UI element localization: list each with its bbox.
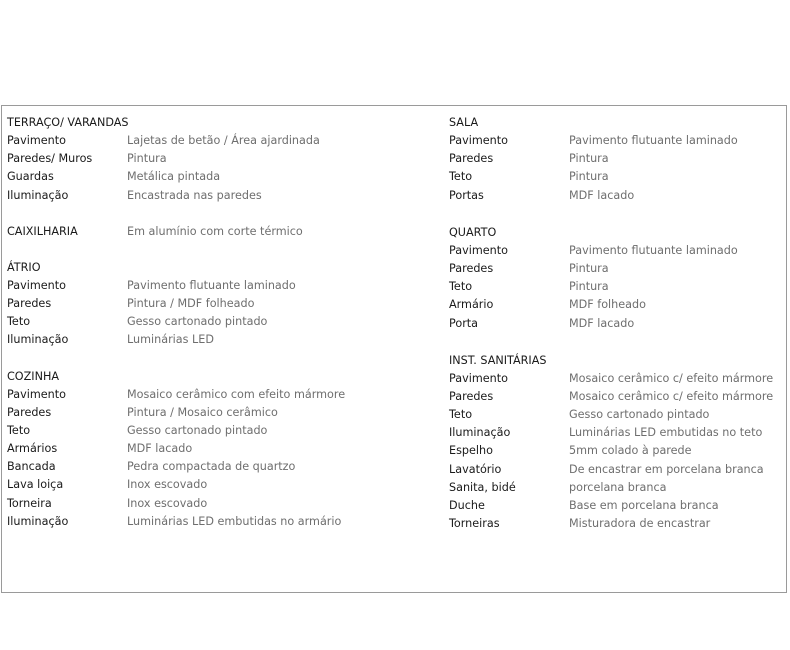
- spec-value: Mosaico cerâmico c/ efeito mármore: [569, 389, 774, 403]
- spec-row: [7, 458, 427, 476]
- spec-label: Paredes/ Muros: [7, 152, 93, 166]
- spec-value: 5mm colado à parede: [569, 444, 692, 458]
- spec-value: De encastrar em porcelana branca: [569, 462, 764, 476]
- spec-value: Lajetas de betão / Área ajardinada: [127, 134, 320, 147]
- spec-row: [449, 424, 785, 442]
- spec-label: Espelho: [449, 444, 493, 458]
- spec-label: Teto: [7, 315, 31, 329]
- spec-row: [7, 422, 427, 440]
- spec-row: [449, 260, 785, 278]
- spec-label: Paredes: [7, 296, 52, 310]
- spec-row: [449, 515, 785, 533]
- spec-value: Pedra compactada de quartzo: [127, 460, 296, 474]
- section-atrio: [7, 259, 427, 350]
- spec-label: Iluminação: [7, 188, 69, 202]
- spec-value: Pavimento flutuante laminado: [569, 134, 738, 147]
- section-title: ÁTRIO: [7, 260, 41, 274]
- spec-label: Iluminação: [449, 426, 511, 440]
- spec-row: [7, 386, 427, 404]
- spec-label: Pavimento: [7, 278, 66, 292]
- spec-label: Paredes: [449, 152, 494, 166]
- right-column: [449, 114, 785, 533]
- spec-label: Pavimento: [7, 387, 66, 401]
- spec-label: Paredes: [7, 405, 52, 419]
- spec-value: Pintura / MDF folheado: [127, 296, 255, 310]
- spec-label: Pavimento: [449, 134, 508, 147]
- section-caixilharia: [7, 223, 427, 241]
- spec-row: [7, 295, 427, 313]
- spec-value: Encastrada nas paredes: [127, 188, 262, 202]
- section-cozinha: [7, 368, 427, 532]
- spec-row: [449, 461, 785, 479]
- spec-row: [7, 331, 427, 349]
- spec-label: Pavimento: [449, 371, 508, 385]
- spec-row: [449, 479, 785, 497]
- section-title: COZINHA: [7, 369, 60, 383]
- spec-row: [449, 442, 785, 460]
- spec-label: Armários: [7, 442, 58, 456]
- spec-row: [7, 404, 427, 422]
- spec-label: Teto: [7, 423, 31, 437]
- spec-value: Pavimento flutuante laminado: [569, 243, 738, 257]
- section-terraco: [7, 114, 427, 205]
- spec-label: Lavatório: [449, 462, 502, 476]
- spec-row: [7, 495, 427, 513]
- spec-value: Em alumínio com corte térmico: [127, 224, 303, 238]
- spec-label: Iluminação: [7, 514, 69, 528]
- spec-row: [7, 150, 427, 168]
- spec-row: [449, 132, 785, 150]
- spec-label: Pavimento: [7, 134, 66, 147]
- spec-row: [449, 406, 785, 424]
- spec-label: CAIXILHARIA: [7, 224, 78, 238]
- spec-value: Pintura / Mosaico cerâmico: [127, 405, 278, 419]
- spec-value: Inox escovado: [127, 478, 208, 492]
- spec-label: Duche: [449, 499, 485, 512]
- spec-label: Torneira: [7, 496, 52, 510]
- spec-value: Misturadora de encastrar: [569, 517, 711, 531]
- spec-row: [449, 278, 785, 296]
- spec-row: [449, 187, 785, 205]
- spec-value: Mosaico cerâmico com efeito mármore: [127, 387, 346, 401]
- spec-label: Pavimento: [449, 243, 508, 257]
- spec-value: Gesso cartonado pintado: [127, 315, 268, 329]
- spec-label: Paredes: [449, 389, 494, 403]
- spec-row: [449, 296, 785, 314]
- spec-value: Pintura: [569, 280, 609, 294]
- spec-value: Inox escovado: [127, 496, 208, 510]
- section-title: QUARTO: [449, 225, 497, 239]
- spec-label: Bancada: [7, 460, 56, 474]
- spec-value: Gesso cartonado pintado: [569, 408, 710, 422]
- spec-value: Pintura: [127, 152, 167, 166]
- spec-value: Gesso cartonado pintado: [127, 423, 268, 437]
- spec-row: [449, 388, 785, 406]
- spec-label: Paredes: [449, 261, 494, 275]
- spec-label: Sanita, bidé: [449, 480, 516, 494]
- section-title: INST. SANITÁRIAS: [449, 353, 547, 367]
- spec-row: [7, 223, 427, 241]
- section-inst-sanitarias: [449, 352, 785, 534]
- section-title: SALA: [449, 116, 479, 129]
- spec-row: [449, 168, 785, 186]
- left-column: [7, 114, 427, 531]
- spec-value: MDF lacado: [127, 442, 193, 456]
- spec-value: Mosaico cerâmico c/ efeito mármore: [569, 371, 774, 385]
- spec-value: MDF folheado: [569, 298, 646, 312]
- spec-row: [7, 313, 427, 331]
- spec-value: Luminárias LED embutidas no armário: [127, 514, 342, 528]
- spec-value: Luminárias LED: [127, 333, 214, 347]
- spec-label: Teto: [449, 408, 473, 422]
- spec-value: Pintura: [569, 261, 609, 275]
- spec-row: [7, 187, 427, 205]
- spec-row: [7, 476, 427, 494]
- spec-label: Teto: [449, 170, 473, 184]
- spec-row: [449, 370, 785, 388]
- section-quarto: [449, 224, 785, 333]
- spec-row: [7, 168, 427, 186]
- spec-label: Iluminação: [7, 333, 69, 347]
- spec-label: Lava loiça: [7, 478, 64, 492]
- section-sala: [449, 114, 785, 205]
- spec-value: MDF lacado: [569, 188, 635, 202]
- spec-label: Armário: [449, 298, 494, 312]
- spec-row: [449, 497, 785, 515]
- spec-row: [7, 440, 427, 458]
- spec-value: MDF lacado: [569, 316, 635, 330]
- spec-label: Teto: [449, 280, 473, 294]
- spec-label: Guardas: [7, 170, 54, 184]
- spec-label: Torneiras: [449, 517, 500, 531]
- spec-value: Metálica pintada: [127, 170, 221, 184]
- spec-value: Base em porcelana branca: [569, 499, 719, 512]
- spec-row: [449, 315, 785, 333]
- spec-label: Portas: [449, 188, 484, 202]
- spec-value: Pintura: [569, 152, 609, 166]
- spec-value: Pavimento flutuante laminado: [127, 278, 296, 292]
- spec-label: Porta: [449, 316, 479, 330]
- spec-row: [449, 242, 785, 260]
- section-title: TERRAÇO/ VARANDAS: [7, 116, 129, 129]
- spec-row: [7, 513, 427, 531]
- spec-row: [7, 277, 427, 295]
- spec-row: [7, 132, 427, 150]
- spec-value: Pintura: [569, 170, 609, 184]
- spec-value: Luminárias LED embutidas no teto: [569, 426, 763, 440]
- spec-row: [449, 150, 785, 168]
- spec-value: porcelana branca: [569, 480, 667, 494]
